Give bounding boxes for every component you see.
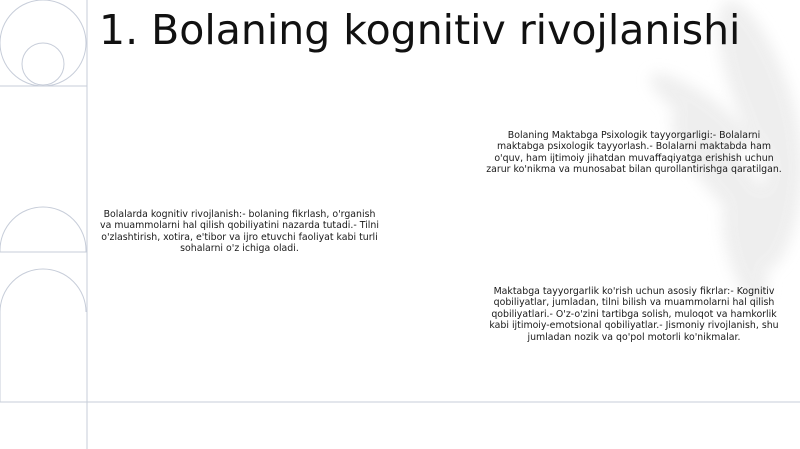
cognitive-development-text: Bolalarda kognitiv rivojlanish:- bolaning fikrlash, o'rganish va muammolarni hal qilish qobiliyatini nazarda tutadi.- Tilni o'zlashtirish, xotira, e'tibor va ijro etuvchi faoliyat kabi turli sohalarni o'z ichiga oladi. (100, 209, 379, 255)
psychological-readiness-text: Bolaning Maktabga Psixologik tayyorgarligi:- Bolalarni maktabga psixologik tayyorlash.- Bolalarni maktabda ham o'quv, ham ijtimoiy jihatdan muvaffaqiyatga erishish uchun zarur ko'nikma va munosabat bilan qurollantirishga qaratilgan. (486, 130, 782, 176)
school-readiness-key-points-text: Maktabga tayyorgarlik ko'rish uchun asosiy fikrlar:- Kognitiv qobiliyatlar, jumladan, tilni bilish va muammolarni hal qilish qobiliyatlari.- O'z-o'zini tartibga solish, muloqot va hamkorlik kabi ijtimoiy-emotsional qobiliyatlar.- Jismoniy rivojlanish, shu jumladan nozik va qo'pol motorli ko'nikmalar. (489, 286, 779, 343)
slide-title: 1. Bolaning kognitiv rivojlanishi (99, 6, 741, 54)
